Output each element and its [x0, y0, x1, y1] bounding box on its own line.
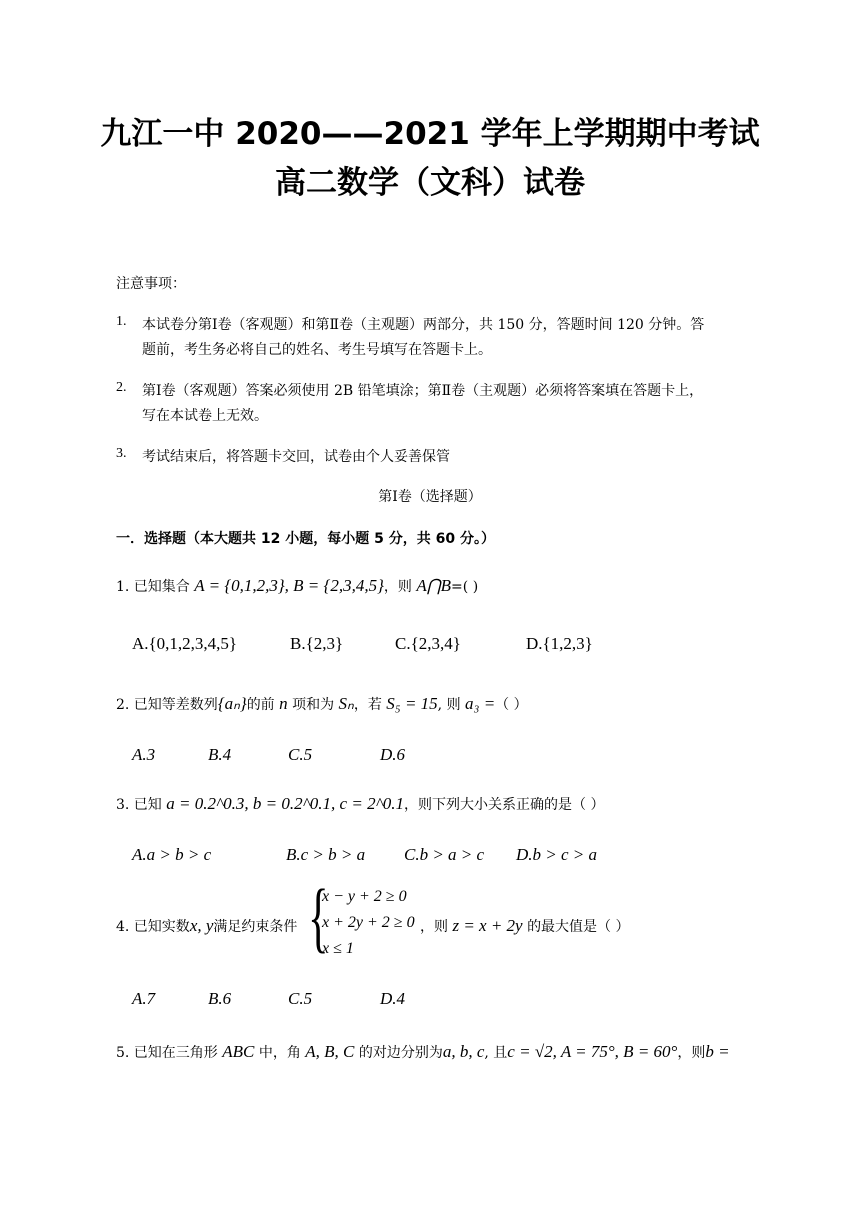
- part-title: 第Ⅰ卷（选择题）: [378, 489, 482, 505]
- question-text: 项和为: [292, 697, 335, 713]
- option-d: D.4: [380, 989, 406, 1008]
- math-expression: , B = {2,3,4,5}: [284, 576, 384, 595]
- question-text: ，则: [383, 579, 412, 595]
- notice-item-text: 本试卷分第Ⅰ卷（客观题）和第Ⅱ卷（主观题）两部分，共 150 分，答题时间 120 分钟。答: [142, 317, 705, 333]
- constraint-2: x + 2y + 2 ≥ 0: [322, 914, 415, 931]
- title-line-1: 九江一中 2020——2021 学年上学期期中考试: [100, 116, 760, 152]
- math-expression: n: [279, 694, 288, 713]
- option-c: C.5: [288, 745, 313, 764]
- option-b: B.{2,3}: [290, 634, 344, 653]
- question-text: 5. 已知在三角形: [116, 1045, 218, 1061]
- math-expression: A⋂B: [416, 576, 452, 595]
- option-b: B.c > b > a: [286, 845, 366, 864]
- question-text: 1. 已知集合: [116, 579, 190, 595]
- math-expression: c = √2, A = 75°, B = 60°: [507, 1042, 678, 1061]
- notice-item-text-cont: 题前，考生务必将自己的姓名、考生号填写在答题卡上。: [142, 342, 492, 358]
- option-b: B.4: [208, 745, 232, 764]
- section-title: 一．选择题（本大题共 12 小题，每小题 5 分，共 60 分。）: [116, 531, 495, 547]
- notice-item-number: 3.: [116, 446, 127, 461]
- math-expression: S₅ = 15: [386, 694, 438, 713]
- question-text: 2. 已知等差数列: [116, 697, 218, 713]
- math-expression: a, b, c: [442, 1042, 485, 1061]
- question-text: , 且: [484, 1045, 508, 1061]
- math-expression: A = {0,1,2,3}: [194, 576, 285, 595]
- option-d: D.{1,2,3}: [526, 634, 593, 653]
- notice-item-number: 2.: [116, 380, 127, 395]
- question-text: 4. 已知实数: [116, 919, 190, 935]
- question-text: ，则: [420, 919, 448, 935]
- question-text: 3. 已知: [116, 797, 162, 813]
- option-a: A.a > b > c: [132, 845, 212, 864]
- math-expression: Sₙ: [338, 694, 354, 713]
- option-a: A.{0,1,2,3,4,5}: [132, 634, 238, 653]
- question-text: （ ）: [495, 697, 528, 713]
- option-c: C.b > a > c: [404, 845, 485, 864]
- math-expression: x, y: [189, 916, 214, 935]
- title-line-2: 高二数学（文科）试卷: [275, 165, 585, 201]
- math-expression: b =: [705, 1042, 730, 1061]
- question-text: , 则: [437, 697, 461, 713]
- math-expression: A, B, C: [305, 1042, 355, 1061]
- math-expression: z = x + 2y: [452, 916, 523, 935]
- option-d: D.b > c > a: [516, 845, 598, 864]
- constraint-3: x ≤ 1: [322, 940, 354, 957]
- question-text: ，则: [677, 1045, 706, 1061]
- notice-heading: 注意事项：: [116, 276, 186, 292]
- notice-item-text: 考试结束后，将答题卡交回，试卷由个人妥善保管: [142, 449, 450, 465]
- notice-item-text-cont: 写在本试卷上无效。: [142, 408, 268, 424]
- option-a: A.7: [132, 989, 156, 1008]
- constraint-1: x − y + 2 ≥ 0: [322, 888, 407, 905]
- brace-symbol: {: [308, 873, 329, 960]
- option-c: C.5: [288, 989, 313, 1008]
- question-text: ，则下列大小关系正确的是（ ）: [404, 797, 605, 813]
- notice-item-number: 1.: [116, 314, 127, 329]
- question-text: 的最大值是（ ）: [527, 919, 630, 935]
- math-expression: a₃ =: [465, 694, 496, 713]
- question-text: =( ): [451, 579, 479, 595]
- math-expression: {aₙ}: [217, 694, 247, 713]
- question-text: 满足约束条件: [213, 919, 298, 935]
- question-text: 的前: [246, 697, 275, 713]
- math-expression: a = 0.2^0.3, b = 0.2^0.1, c = 2^0.1: [166, 794, 404, 813]
- question-text: ，若: [353, 697, 382, 713]
- question-text: 的对边分别为: [358, 1045, 443, 1061]
- option-c: C.{2,3,4}: [395, 634, 461, 653]
- option-b: B.6: [208, 989, 232, 1008]
- notice-item-text: 第Ⅰ卷（客观题）答案必须使用 2B 铅笔填涂；第Ⅱ卷（主观题）必须将答案填在答题卡上，: [142, 383, 704, 399]
- math-expression: ABC: [222, 1042, 255, 1061]
- option-a: A.3: [132, 745, 156, 764]
- option-d: D.6: [380, 745, 406, 764]
- question-text: 中，角: [258, 1045, 301, 1061]
